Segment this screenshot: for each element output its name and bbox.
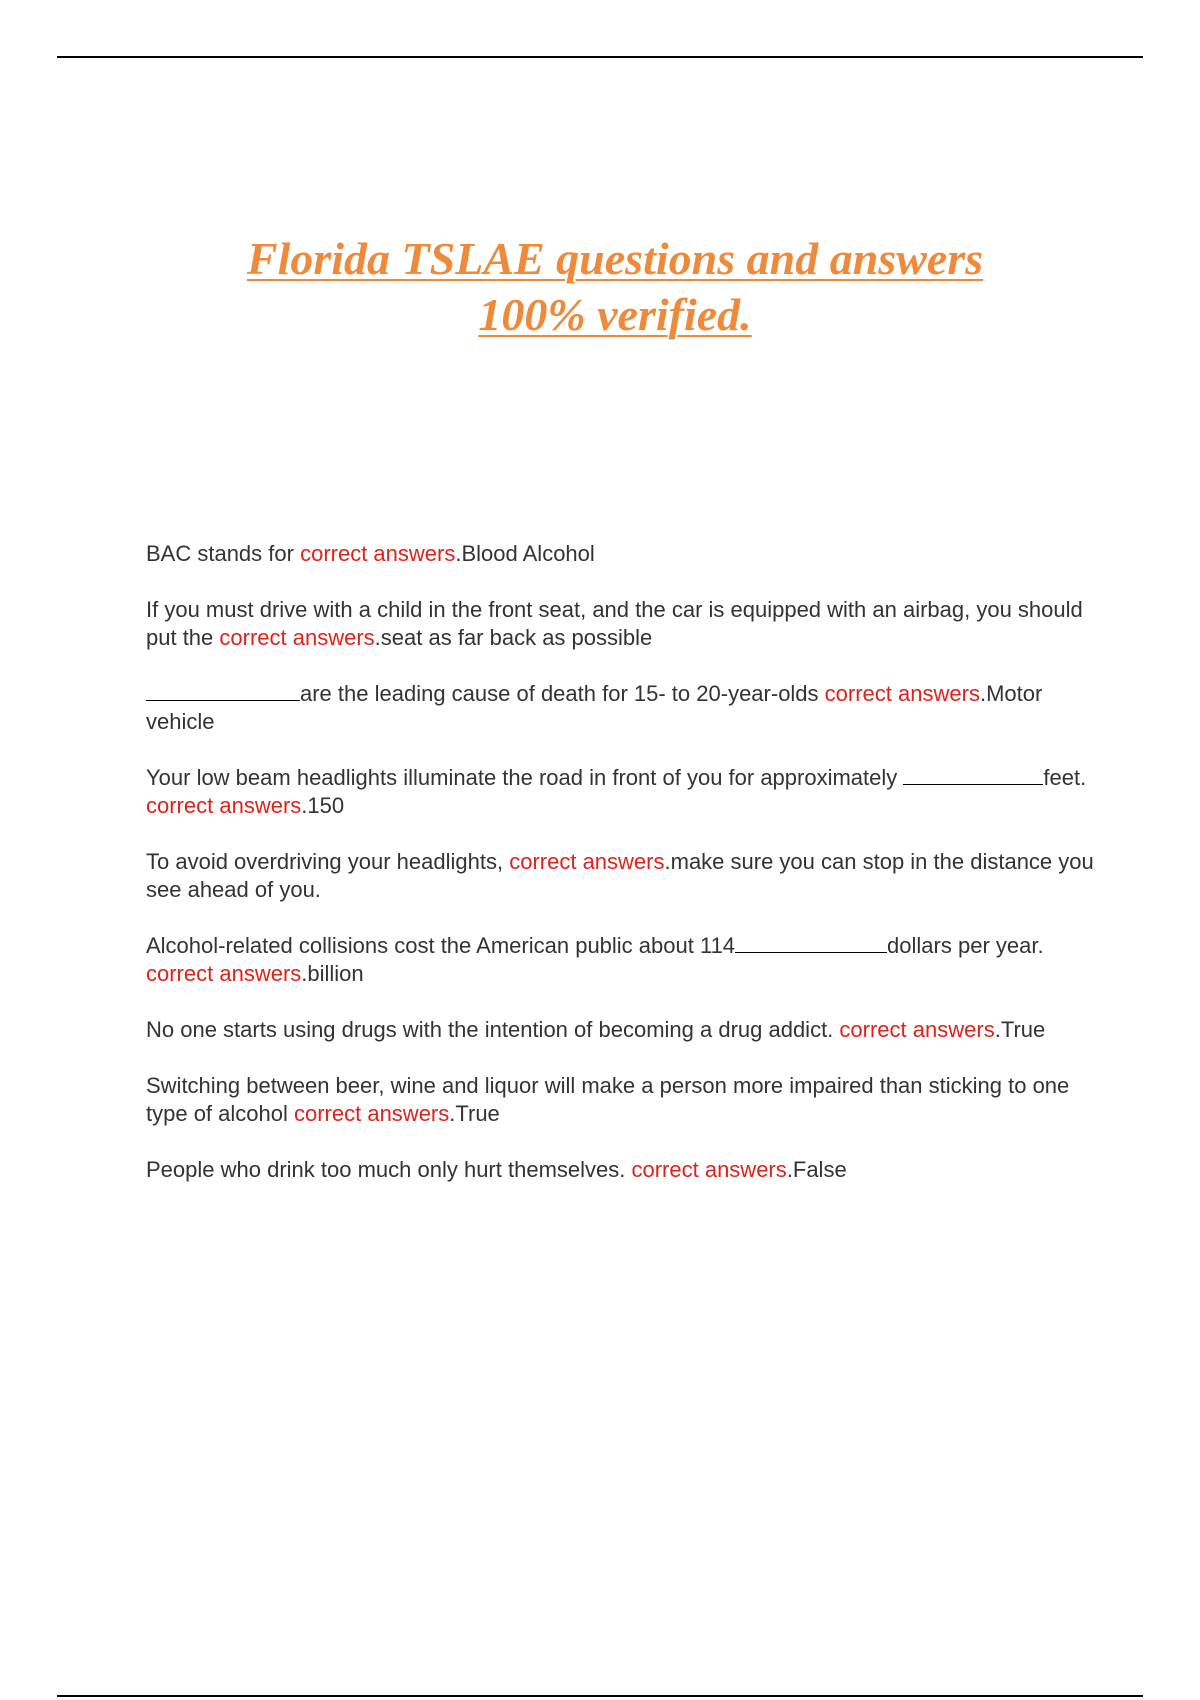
answer-text: .seat as far back as possible	[374, 625, 653, 650]
fill-in-blank	[903, 764, 1043, 785]
answer-text: .Motor vehicle	[146, 681, 1043, 734]
answer-marker: correct answers	[219, 625, 375, 650]
fill-in-blank	[146, 680, 300, 701]
qa-item-9	[146, 1156, 1096, 1184]
answer-text: .True	[994, 1017, 1046, 1042]
question-text: To avoid overdriving your headlights,	[146, 849, 510, 874]
question-text: People who drink too much only hurt themselves.	[146, 1157, 632, 1182]
answer-marker: correct answers	[839, 1017, 995, 1042]
question-text-after-blank: feet.	[1043, 765, 1087, 790]
question-text: BAC stands for	[146, 541, 301, 566]
answer-text: .billion	[301, 961, 364, 986]
qa-item-4	[146, 764, 1096, 820]
qa-item-5	[146, 848, 1096, 904]
answer-marker: correct answers	[146, 793, 302, 818]
question-text: Your low beam headlights illuminate the road in front of you for approximately	[146, 765, 904, 790]
bottom-rule	[57, 1695, 1143, 1697]
answer-text: .False	[786, 1157, 847, 1182]
answer-text: .True	[449, 1101, 500, 1126]
title-line-1: Florida TSLAE questions and answers	[246, 232, 984, 284]
qa-item-1	[146, 540, 1096, 568]
fill-in-blank	[735, 932, 887, 953]
page-title	[0, 231, 1200, 343]
qa-item-8	[146, 1072, 1096, 1128]
title-line-2: 100% verified.	[478, 288, 752, 340]
qa-list	[146, 540, 1096, 1212]
answer-text: .150	[301, 793, 345, 818]
answer-marker: correct answers	[146, 961, 302, 986]
question-text: are the leading cause of death for 15- to 20-year-olds	[300, 681, 825, 706]
answer-marker: correct answers	[631, 1157, 787, 1182]
top-rule	[57, 56, 1143, 58]
question-text: If you must drive with a child in the front seat, and the car is equipped with an airbag, you should put the	[146, 597, 1083, 650]
answer-text: .make sure you can stop in the distance you see ahead of you.	[146, 849, 1094, 902]
question-text: Switching between beer, wine and liquor will make a person more impaired than sticking to one type of alcohol	[146, 1073, 1070, 1126]
answer-text: .Blood Alcohol	[455, 541, 595, 566]
answer-marker: correct answers	[509, 849, 665, 874]
qa-item-3	[146, 680, 1096, 736]
qa-item-6	[146, 932, 1096, 988]
answer-marker: correct answers	[300, 541, 456, 566]
answer-marker: correct answers	[293, 1101, 450, 1126]
answer-marker: correct answers	[824, 681, 980, 706]
qa-item-2	[146, 596, 1096, 652]
question-text-after-blank: dollars per year.	[887, 933, 1044, 958]
question-text: Alcohol-related collisions cost the American public about 114	[146, 933, 736, 958]
qa-item-7	[146, 1016, 1096, 1044]
question-text: No one starts using drugs with the intention of becoming a drug addict.	[146, 1017, 840, 1042]
